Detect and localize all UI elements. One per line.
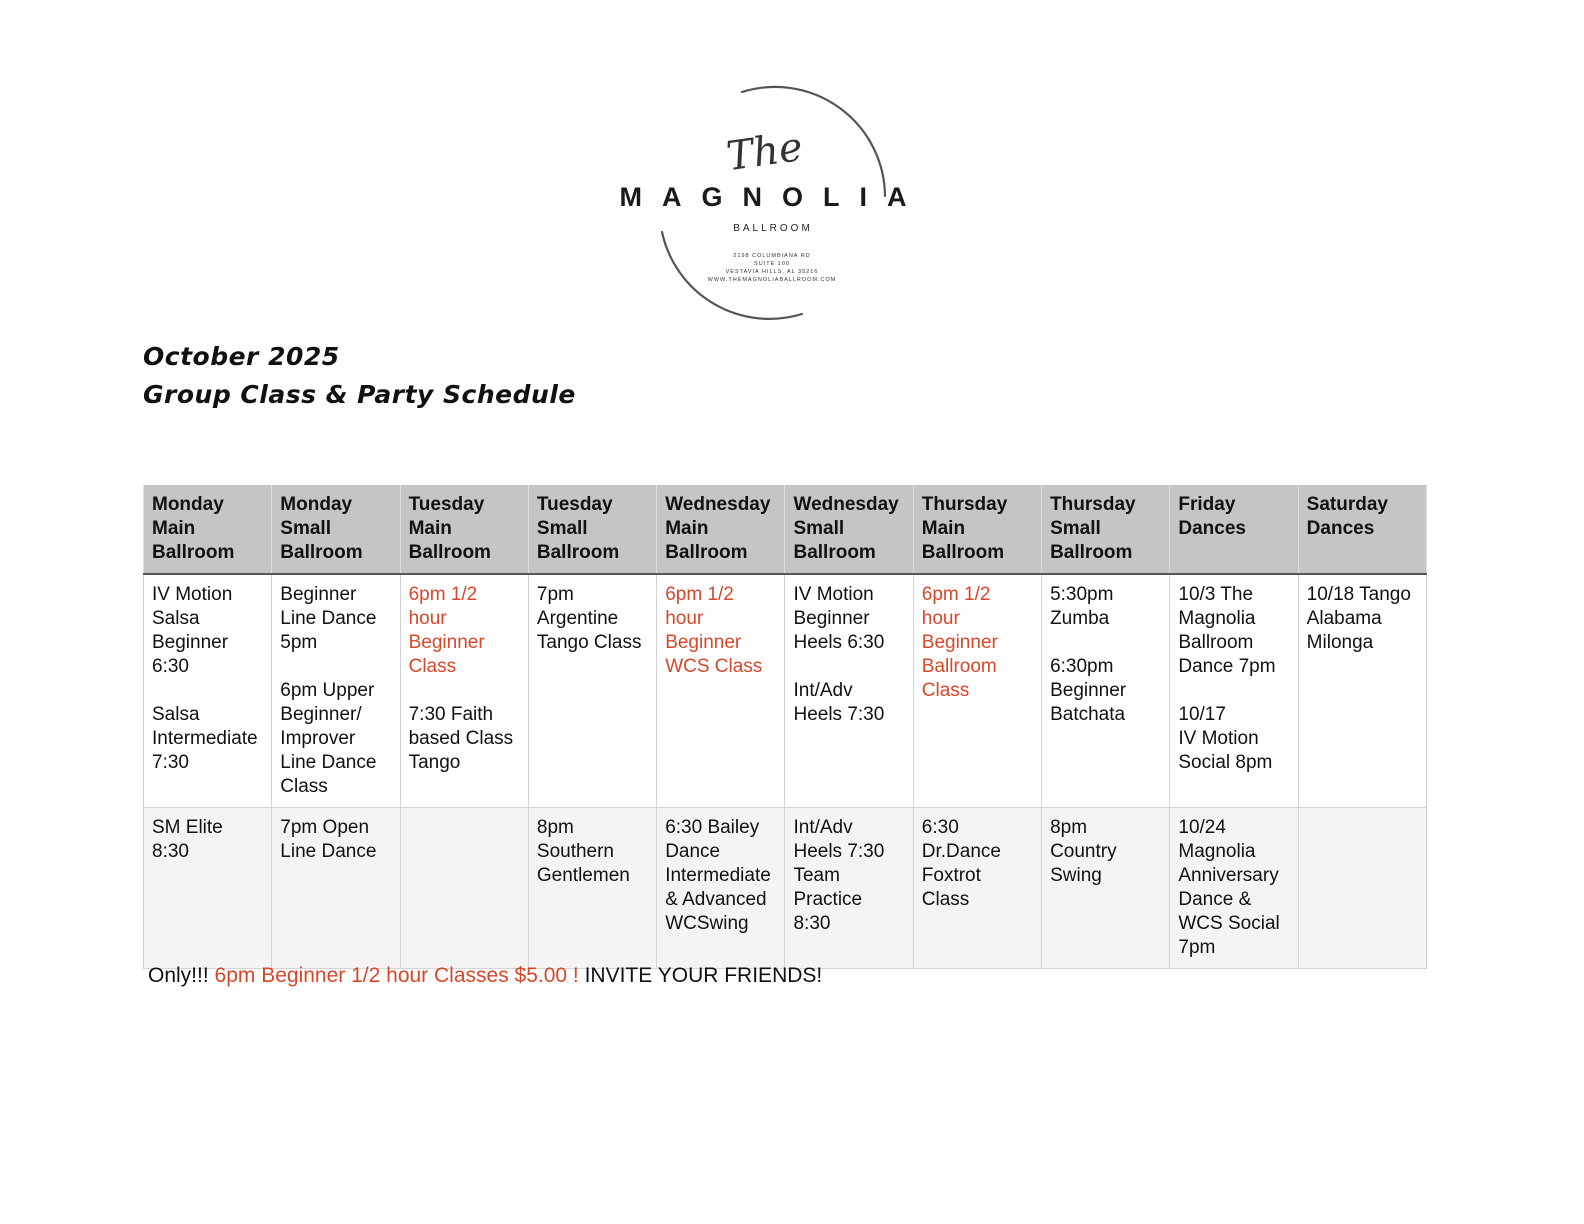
table-cell: [785, 808, 913, 969]
column-header-label: Wednesday Main Ballroom: [665, 494, 771, 563]
column-header: [657, 485, 785, 574]
schedule-heading: [143, 338, 576, 414]
logo-address-1: 2198 COLUMBIANA RD: [733, 253, 811, 259]
cell-content: [280, 816, 393, 864]
table-cell: [528, 574, 656, 808]
table-cell: [400, 808, 528, 969]
table-cell: [272, 808, 400, 969]
logo-address-3: VESTAVIA HILLS, AL 35216: [725, 269, 819, 275]
table-cell: [1298, 574, 1426, 808]
cell-content: [1307, 583, 1420, 655]
class-text: 10/24 Magnolia Anniversary Dance & WCS Social 7pm: [1178, 817, 1280, 958]
class-text: 5:30pm Zumba 6:30pm Beginner Batchata: [1050, 584, 1127, 725]
table-cell: [913, 574, 1041, 808]
table-header-row: [144, 485, 1427, 574]
cell-content: [409, 583, 522, 775]
class-text: 8pm Country Swing: [1050, 817, 1117, 886]
cell-content: [1050, 816, 1163, 888]
column-header: [144, 485, 272, 574]
column-header: [1042, 485, 1170, 574]
table-cell: [785, 574, 913, 808]
table-row: [144, 808, 1427, 969]
schedule-table: [143, 485, 1427, 969]
table-cell: [1170, 808, 1298, 969]
cell-content: [793, 583, 906, 727]
cell-content: [922, 816, 1035, 912]
footer-prefix: Only!!!: [148, 964, 215, 987]
cell-content: [1050, 583, 1163, 727]
table-cell: [657, 808, 785, 969]
heading-month: October 2025: [143, 342, 340, 371]
class-text: 6:30 Dr.Dance Foxtrot Class: [921, 817, 1001, 910]
table-cell: [528, 808, 656, 969]
table-cell: [272, 574, 400, 808]
class-text: IV Motion Salsa Beginner 6:30 Salsa Intermediate 7:30: [152, 584, 258, 773]
cell-content: [922, 583, 1035, 703]
column-header: [1170, 485, 1298, 574]
column-header: [528, 485, 656, 574]
cell-content: [152, 583, 265, 775]
class-text: 10/18 Tango Alabama Milonga: [1306, 584, 1411, 653]
cell-content: [1178, 583, 1291, 775]
table-cell: [657, 574, 785, 808]
class-text: 7pm Argentine Tango Class: [536, 584, 642, 653]
table-cell: [1042, 574, 1170, 808]
class-text: IV Motion Beginner Heels 6:30 Int/Adv Heels 7:30: [793, 584, 885, 725]
promo-class-text: 6pm 1/2 hour Beginner WCS Class: [665, 584, 763, 677]
logo-script: The: [723, 123, 806, 181]
cell-content: [537, 816, 650, 888]
column-header-label: Tuesday Main Ballroom: [408, 494, 491, 563]
class-text: 7pm Open Line Dance: [280, 817, 377, 862]
table-cell: [1170, 574, 1298, 808]
footer-suffix: INVITE YOUR FRIENDS!: [584, 964, 823, 987]
table-cell: [144, 808, 272, 969]
logo-graphic: [600, 80, 950, 325]
cell-content: [537, 583, 650, 655]
table-row: [144, 574, 1427, 808]
footer-note: [148, 963, 822, 989]
class-text: 10/3 The Magnolia Ballroom Dance 7pm 10/17 IV Motion Social 8pm: [1178, 584, 1276, 773]
column-header: [400, 485, 528, 574]
heading-title: Group Class & Party Schedule: [143, 380, 576, 409]
class-text: SM Elite 8:30: [152, 817, 223, 862]
table-cell: [144, 574, 272, 808]
logo-name: MAGNOLIA: [619, 182, 927, 212]
column-header-label: Saturday Dances: [1306, 494, 1388, 539]
class-text: 8pm Southern Gentlemen: [536, 817, 630, 886]
promo-class-text: 6pm 1/2 hour Beginner Ballroom Class: [921, 584, 998, 701]
logo-address-4: WWW.THEMAGNOLIABALLROOM.COM: [707, 277, 837, 283]
logo-address-2: SUITE 100: [754, 261, 790, 267]
column-header: [913, 485, 1041, 574]
table-cell: [400, 574, 528, 808]
column-header-label: Monday Main Ballroom: [152, 494, 235, 563]
column-header: [272, 485, 400, 574]
cell-content: [665, 816, 778, 936]
class-text: Beginner Line Dance 5pm 6pm Upper Beginner/ Improver Line Dance Class: [280, 584, 377, 797]
cell-content: [793, 816, 906, 936]
class-text: Int/Adv Heels 7:30 Team Practice 8:30: [793, 817, 885, 934]
logo-sub: BALLROOM: [733, 223, 813, 234]
column-header-label: Thursday Small Ballroom: [1050, 494, 1136, 563]
table-cell: [913, 808, 1041, 969]
promo-class-text: 6pm 1/2 hour Beginner Class: [408, 584, 485, 677]
column-header: [785, 485, 913, 574]
footer-highlight: 6pm Beginner 1/2 hour Classes $5.00 !: [214, 964, 585, 987]
cell-content: [1178, 816, 1291, 960]
column-header-label: Wednesday Small Ballroom: [793, 494, 899, 563]
cell-content: [280, 583, 393, 799]
magnolia-ballroom-logo: [600, 80, 950, 325]
column-header-label: Tuesday Small Ballroom: [536, 494, 620, 563]
column-header-label: Friday Dances: [1178, 494, 1246, 539]
table-cell: [1298, 808, 1426, 969]
class-text: 7:30 Faith based Class Tango: [408, 704, 514, 773]
table-cell: [1042, 808, 1170, 969]
column-header-label: Monday Small Ballroom: [280, 494, 363, 563]
column-header-label: Thursday Main Ballroom: [921, 494, 1008, 563]
cell-content: [665, 583, 778, 679]
column-header: [1298, 485, 1426, 574]
cell-content: [152, 816, 265, 864]
class-text: 6:30 Bailey Dance Intermediate & Advanced WCSwing: [665, 817, 771, 934]
